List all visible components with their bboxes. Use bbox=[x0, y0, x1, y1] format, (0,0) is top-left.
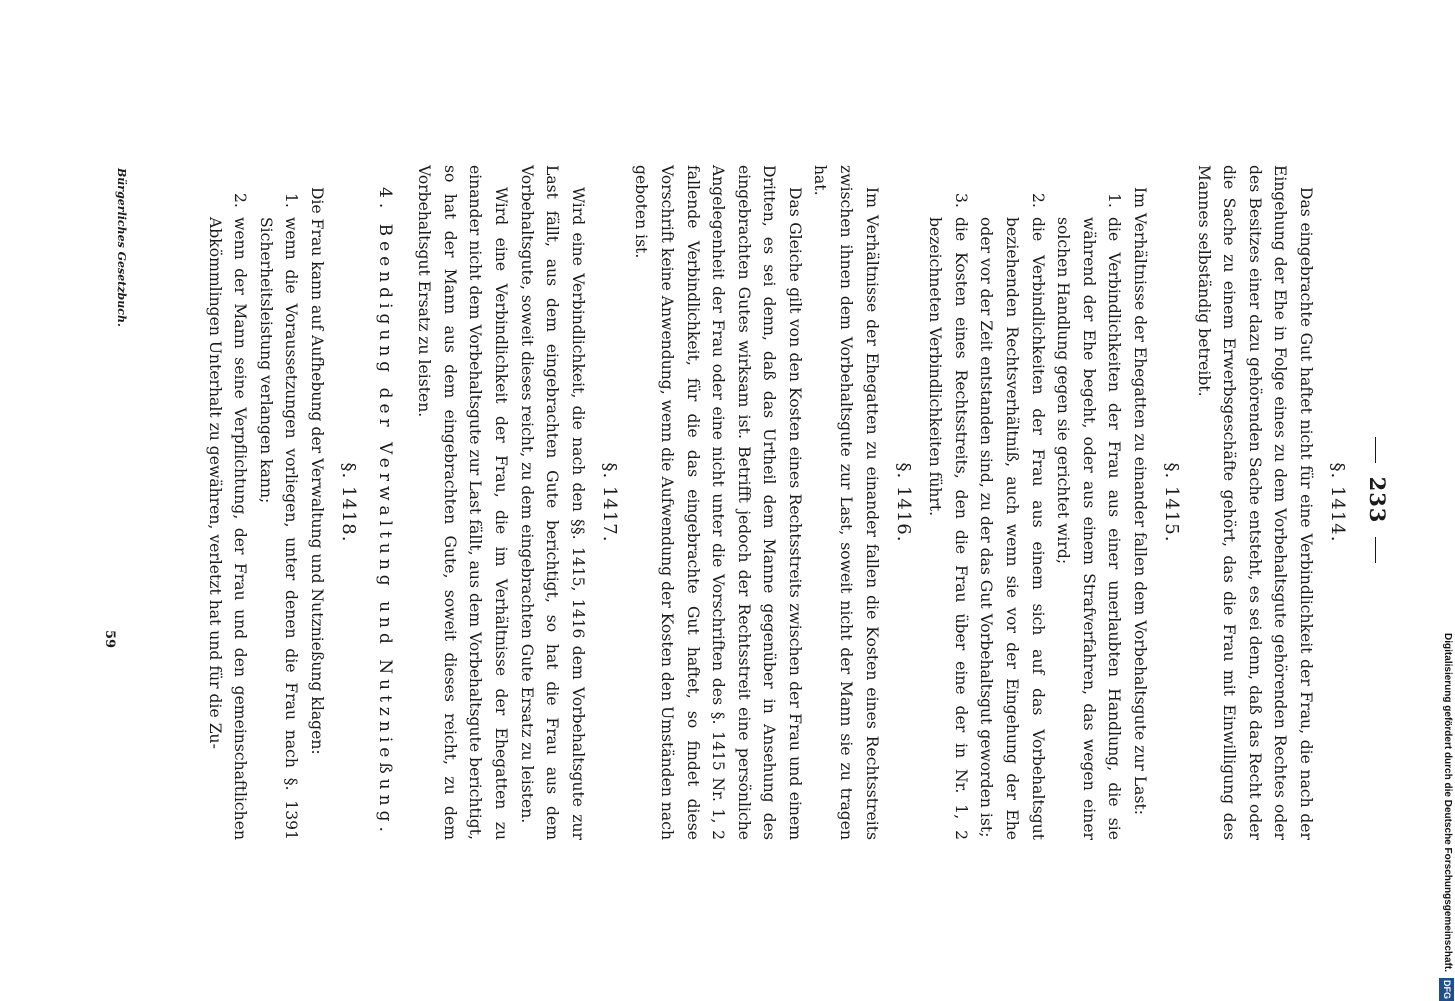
watermark-text: Digitalisierung gefördert durch die Deutsche Forschungsgemeinschaft. bbox=[1442, 633, 1453, 972]
list-item-number: 1. bbox=[1105, 193, 1124, 208]
page-number: 233 bbox=[1365, 476, 1390, 524]
section-1418-intro: Die Frau kann auf Aufhebung der Verwaltung und Nutznießung klagen: bbox=[308, 187, 326, 755]
list-item-text: die Verbindlichkeiten der Frau aus einer unerlaubten Handlung, die sie während der Ehe begeht, oder aus einem Strafverfahren, das wegen einer solchen Handlung gegen sie gerichtet wird; bbox=[1054, 217, 1124, 840]
section-title-1414: §. 1414. bbox=[1327, 462, 1348, 543]
part-heading: 4. Beendigung der Verwaltung und Nutznießung. bbox=[374, 187, 395, 837]
section-1416-paragraph-1: Im Verhältnisse der Ehegatten zu einander fallen die Kosten eines Rechtsstreits zwischen ihnen dem Vorbehaltsgute zur Last, soweit nicht der Mann sie zu tragen hat. bbox=[811, 165, 881, 840]
section-1415-intro: Im Verhältnisse der Ehegatten zu einander fallen dem Vorbehaltsgute zur Last: bbox=[1131, 187, 1150, 816]
list-item-text: wenn der Mann seine Verpflichtung, der Frau und den gemeinschaftlichen Abkömmlingen Unterhalt zu gewähren, verletzt hat und für die Zu- bbox=[205, 217, 250, 840]
section-title-1417: §. 1417. bbox=[598, 462, 620, 543]
section-title-1418: §. 1418. bbox=[338, 462, 359, 543]
section-1417-paragraph-2: Wird eine Verbindlichkeit der Frau, die im Verhältnisse der Ehegatten zu einander nicht dem Vorbehaltsgute zur Last fällt, aus dem Vorbehaltsgute berichtigt, so hat der Mann aus dem eingebrachten Gute, soweit dieses reicht, zu dem Vorbehaltsgut Ersatz zu leisten. bbox=[415, 165, 510, 840]
list-item-text: die Verbindlichkeiten der Frau aus einem sich auf das Vorbehaltsgut beziehenden Rechtsverhältniß, auch wenn sie vor der Eingehung der Ehe oder vor der Zeit entstanden sind, zu der das Gut Vorbehaltsgut geworden ist; bbox=[977, 217, 1047, 840]
dfg-logo-icon: DFG bbox=[1439, 978, 1454, 1001]
section-title-1416: §. 1416. bbox=[892, 462, 914, 543]
list-item-number: 2. bbox=[1028, 193, 1047, 208]
list-item-number: 3. bbox=[951, 193, 970, 208]
sheet-number: 59 bbox=[102, 630, 117, 649]
signature-mark: Bürgerliches Gesetzbuch. bbox=[115, 168, 128, 327]
section-1416-paragraph-2: Das Gleiche gilt von den Kosten eines Rechtsstreits zwischen der Frau und einem Dritten, es sei denn, daß das Urtheil dem Manne gegenüber in Ansehung des eingebrachten Gutes wirksam ist. Betrifft jedoch der Rechtsstreit eine persönliche Angelegenheit der Frau oder eine nicht unter die Vorschriften des §. 1415 Nr. 1, 2 fallende Verbindlichkeit, für die das eingebrachte Gut haftet, so findet diese Vorschrift keine Anwendung, wenn die Aufwendung der Kosten den Umständen nach geboten ist. bbox=[632, 165, 804, 840]
section-1414-paragraph: Das eingebrachte Gut haftet nicht für eine Verbindlichkeit der Frau, die nach der Eingehung der Ehe in Folge eines zu dem Vorbehaltsgute gehörenden Rechtes oder des Besitzes einer dazu gehörenden Sache entsteht, es sei denn, daß das Recht oder die Sache zu einem Erwerbsgeschäfte gehört, das die Frau mit Einwilligung des Mannes selbständig betreibt. bbox=[1194, 165, 1315, 840]
list-item-text: die Kosten eines Rechtsstreits, den die Frau über eine der in Nr. 1, 2 bezeichneten Verbindlichkeiten führt. bbox=[926, 217, 970, 840]
list-item-number: 1. bbox=[282, 193, 301, 208]
section-title-1415: §. 1415. bbox=[1161, 462, 1183, 543]
list-item-number: 2. bbox=[231, 193, 250, 208]
section-1417-paragraph-1: Wird eine Verbindlichkeit, die nach den §§. 1415, 1416 dem Vorbehaltsgute zur Last fällt, aus dem eingebrachten Gute berichtigt, so hat die Frau aus dem Vorbehaltsgute, soweit dieses reicht, zu dem eingebrachten Gute Ersatz zu leisten. bbox=[517, 165, 587, 840]
list-item-text: wenn die Voraussetzungen vorliegen, unter denen die Frau nach §. 1391 Sicherheitsleistung verlangen kann; bbox=[256, 217, 301, 840]
